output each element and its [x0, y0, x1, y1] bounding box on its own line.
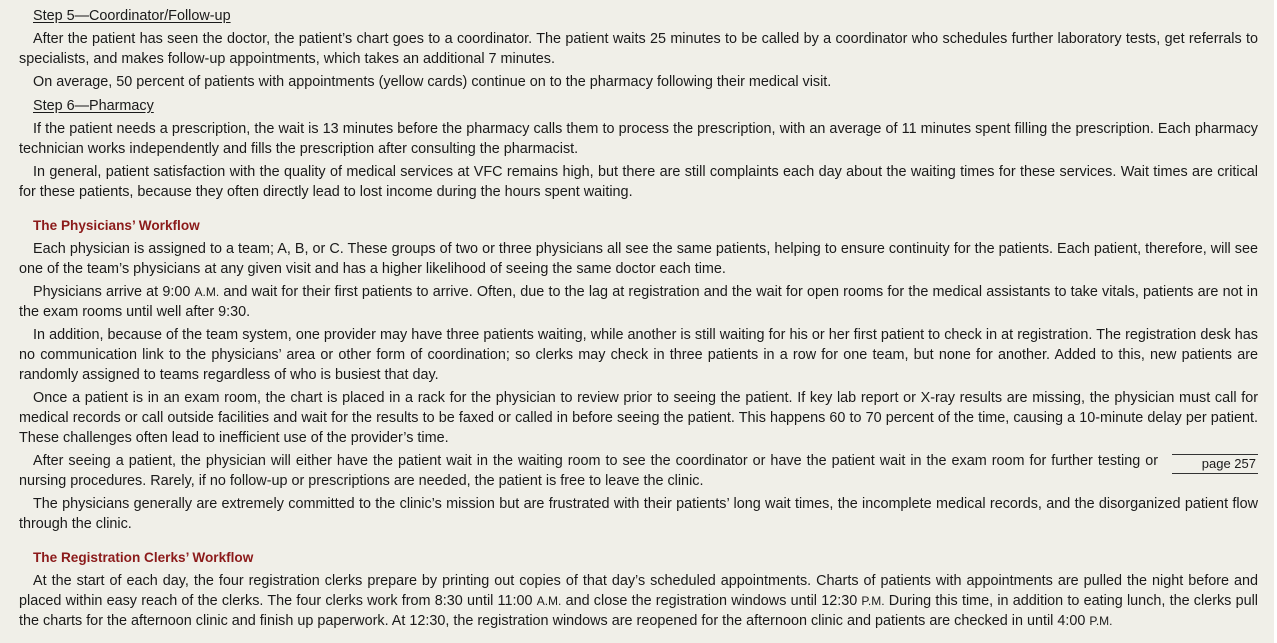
step5-heading: Step 5—Coordinator/Follow-up: [33, 8, 231, 24]
am-abbrev: A.M.: [536, 594, 562, 608]
clerks-p1-part-c: During this time, in addition to eating lunch, the clerks pull the charts for the afternoon clinic and finish up paperwork. At 12:30, the registration windows are reopened for the afternoon clinic and patients are checked in until 4:00: [19, 593, 1258, 629]
step6-heading: Step 6—Pharmacy: [33, 98, 154, 114]
physicians-paragraph-5: [19, 451, 1258, 491]
physicians-paragraph-2: [19, 282, 1258, 322]
clerks-p1-part-a: At the start of each day, the four registration clerks prepare by printing out copies of that day’s scheduled appointments. Charts of patients with appointments are pulled the night before and placed within easy reach of the clerks. The four clerks work from 8:30 until 11:00: [19, 573, 1258, 609]
registration-clerks-workflow-heading: The Registration Clerks’ Workflow: [33, 550, 254, 565]
step5-paragraph-2: On average, 50 percent of patients with appointments (yellow cards) continue on to the pharmacy following their medical visit.: [33, 74, 832, 90]
physicians-p5-text: After seeing a patient, the physician will either have the patient wait in the waiting room to see the coordinator or have the patient wait in the exam room for further testing or nursing procedures. Rarely, if no follow-up or prescriptions are needed, the patient is free to leave the clinic.: [19, 453, 1158, 489]
step6-paragraph-2: In general, patient satisfaction with the quality of medical services at VFC remains high, but there are still complaints each day about the waiting times for these services. Wait times are critical for these patients, because they often directly lead to lost income during the hours spent waiting.: [19, 164, 1258, 200]
physicians-p2-start: Physicians arrive at 9:00: [33, 284, 195, 300]
physicians-paragraph-3: In addition, because of the team system, one provider may have three patients waiting, while another is still waiting for his or her first patient to check in at registration. The registration desk has no communication link to the physicians’ area or other form of coordination; so clerks may check in three patients in a row for one team, but none for another. Added to this, new patients are randomly assigned to teams regardless of who is busiest that day.: [19, 327, 1258, 383]
physicians-paragraph-4: Once a patient is in an exam room, the chart is placed in a rack for the physician to review prior to seeing the patient. If key lab report or X-ray results are missing, the physician must call for medical records or call outside facilities and wait for the results to be faxed or called in before seeing the patient. This happens 60 to 70 percent of the time, causing a 10-minute delay per patient. These challenges often lead to inefficient use of the provider’s time.: [19, 390, 1258, 446]
step5-paragraph-1: After the patient has seen the doctor, the patient’s chart goes to a coordinator. The patient waits 25 minutes to be called by a coordinator who schedules further laboratory tests, get referrals to specialists, and makes follow-up appointments, which takes an additional 7 minutes.: [19, 31, 1258, 67]
pm-abbrev: P.M.: [1089, 614, 1113, 628]
physicians-workflow-heading: The Physicians’ Workflow: [33, 218, 200, 233]
clerks-paragraph-1: [19, 571, 1258, 631]
physicians-p2-end: and wait for their first patients to arrive. Often, due to the lag at registration and the wait for open rooms for the medical assistants to take vitals, patients are not in the exam rooms until well after 9:30.: [19, 284, 1258, 320]
physicians-paragraph-1: Each physician is assigned to a team; A, B, or C. These groups of two or three physicians all see the same patients, helping to ensure continuity for the patients. Each patient, therefore, will see one of the team’s physicians at any given visit and has a higher likelihood of seeing the same doctor each time.: [19, 241, 1258, 277]
pm-abbrev: P.M.: [861, 594, 885, 608]
physicians-paragraph-6: The physicians generally are extremely committed to the clinic’s mission but are frustrated with their patients’ long wait times, the incomplete medical records, and the disorganized patient flow through the clinic.: [19, 496, 1258, 532]
step6-paragraph-1: If the patient needs a prescription, the wait is 13 minutes before the pharmacy calls them to process the prescription, with an average of 11 minutes spent filling the prescription. Each pharmacy technician works independently and fills the prescription after consulting the pharmacist.: [19, 121, 1258, 157]
am-abbrev: A.M.: [194, 285, 220, 299]
clerks-p1-part-b: and close the registration windows until 12:30: [561, 593, 862, 609]
page-number-marker: page 257: [1172, 454, 1258, 474]
